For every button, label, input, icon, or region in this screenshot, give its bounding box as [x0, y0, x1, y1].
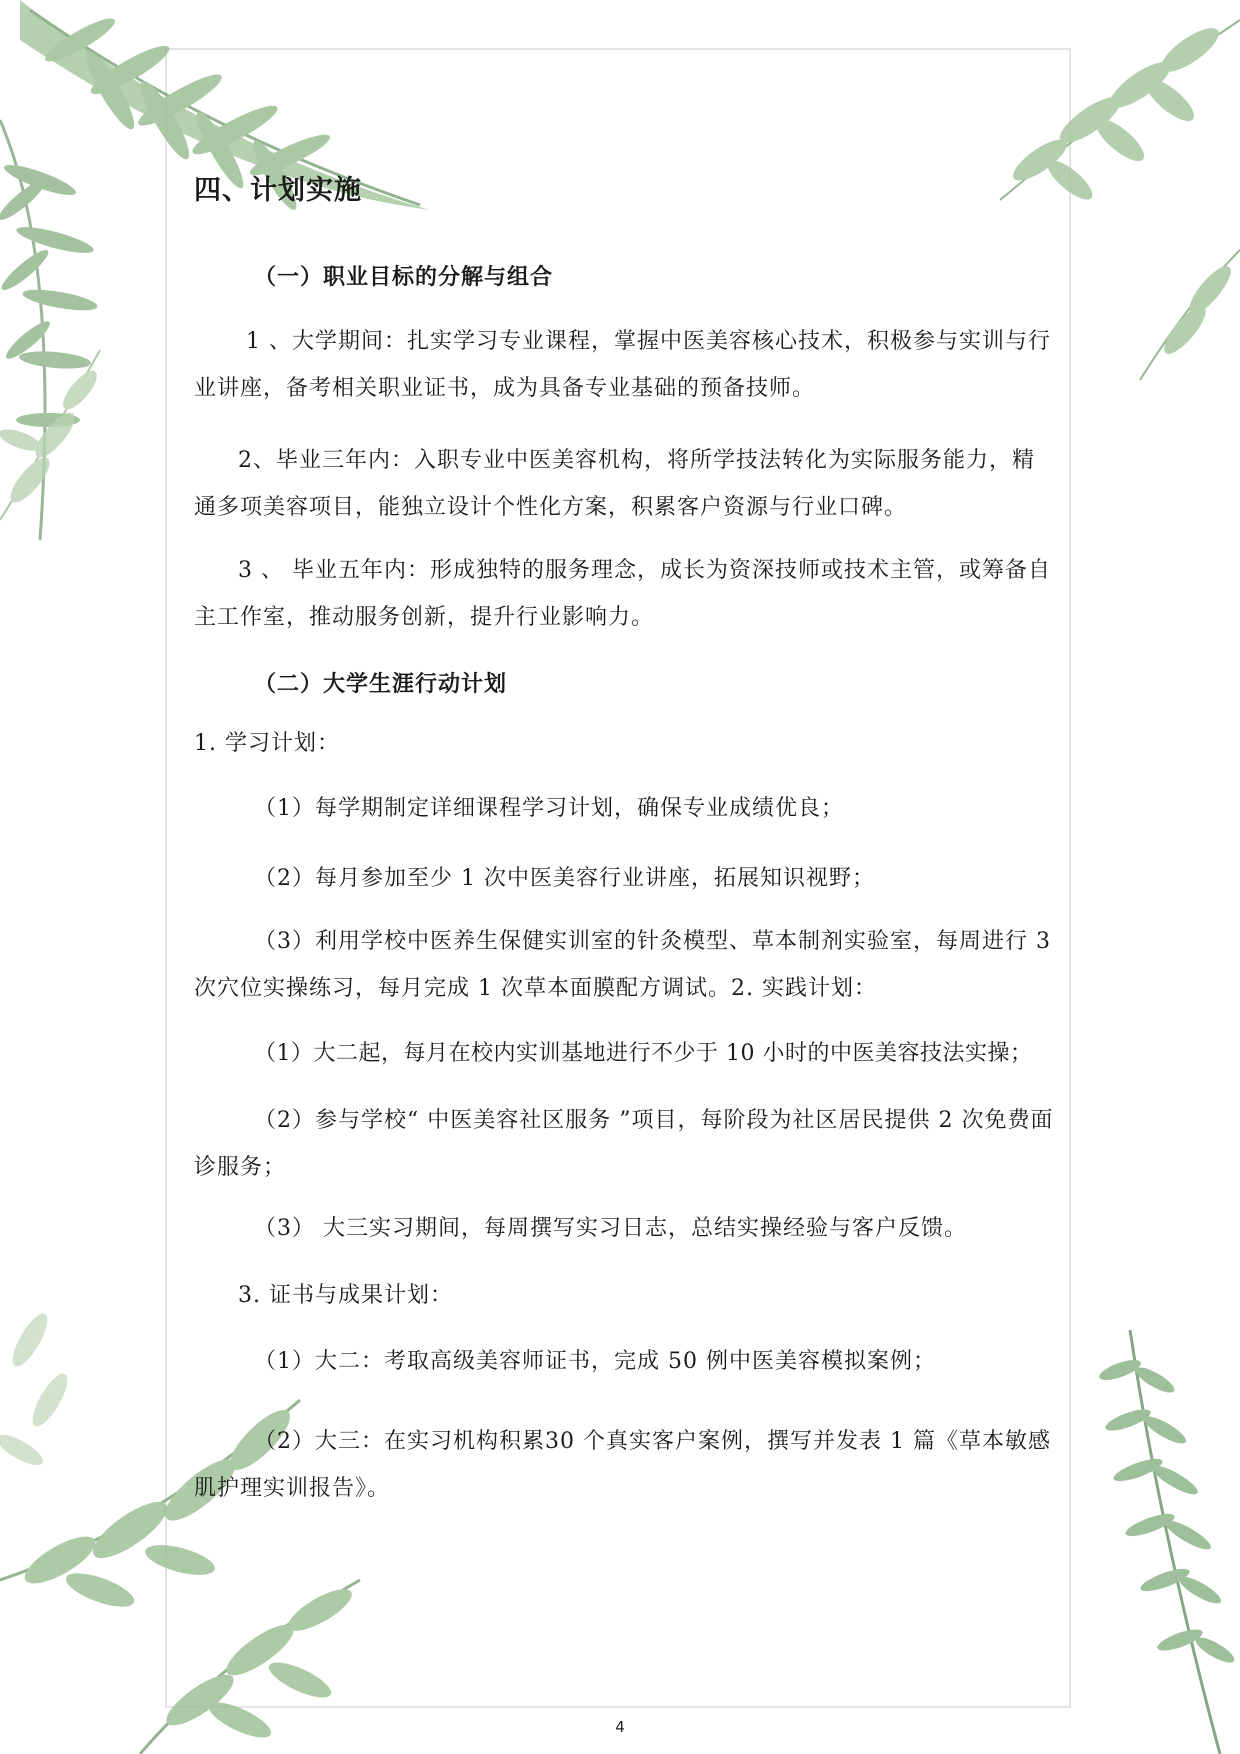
leaf-sprig-left-icon: [0, 340, 110, 540]
subsection-title-action-plan: （二）大学生涯行动计划: [254, 672, 508, 697]
practice-plan-item: （2）参与学校“ 中医美容社区服务 ”项目，每阶段为社区居民提供 2 次免费面诊服务；: [194, 1108, 1054, 1180]
section-title: 四、计划实施: [194, 175, 362, 206]
study-plan-item: （2）每月参加至少 1 次中医美容行业讲座，拓展知识视野；: [254, 866, 875, 891]
study-plan-item: （3）利用学校中医养生保健实训室的针灸模型、草本制剂实验室，每周进行 3 次穴位实操练习，每月完成 1 次草本面膜配方调试。2. 实践计划：: [194, 929, 1051, 1001]
certificate-plan-item: （1）大二：考取高级美容师证书，完成 50 例中医美容模拟案例；: [254, 1349, 936, 1374]
certificate-plan-item: （2）大三：在实习机构积累30 个真实客户案例，撰写并发表 1 篇《草本敏感肌护理实训报告》。: [194, 1429, 1051, 1501]
page-number: 4: [615, 1718, 625, 1736]
study-plan-heading: 1. 学习计划：: [194, 731, 340, 756]
study-plan-item: （1）每学期制定详细课程学习计划，确保专业成绩优良；: [254, 796, 844, 821]
goal-paragraph: 3 、 毕业五年内：形成独特的服务理念，成长为资深技师或技术主管，或筹备自主工作室，推动服务创新，提升行业影响力。: [194, 558, 1051, 630]
subsection-title-goals: （一）职业目标的分解与组合: [254, 265, 554, 290]
goal-paragraph: 1 、大学期间：扎实学习专业课程，掌握中医美容核心技术，积极参与实训与行业讲座，备考相关职业证书，成为具备专业基础的预备技师。: [194, 329, 1051, 401]
certificate-plan-heading: 3. 证书与成果计划：: [238, 1283, 453, 1308]
fern-bottom-right-icon: [1070, 1330, 1240, 1754]
practice-plan-item: （3） 大三实习期间，每周撰写实习日志，总结实操经验与客户反馈。: [254, 1216, 967, 1241]
practice-plan-item: （1）大二起，每月在校内实训基地进行不少于 10 小时的中医美容技法实操；: [254, 1041, 1033, 1066]
goal-paragraph: 2、毕业三年内：入职专业中医美容机构，将所学技法转化为实际服务能力，精通多项美容项目，能独立设计个性化方案，积累客户资源与行业口碑。: [194, 448, 1035, 520]
